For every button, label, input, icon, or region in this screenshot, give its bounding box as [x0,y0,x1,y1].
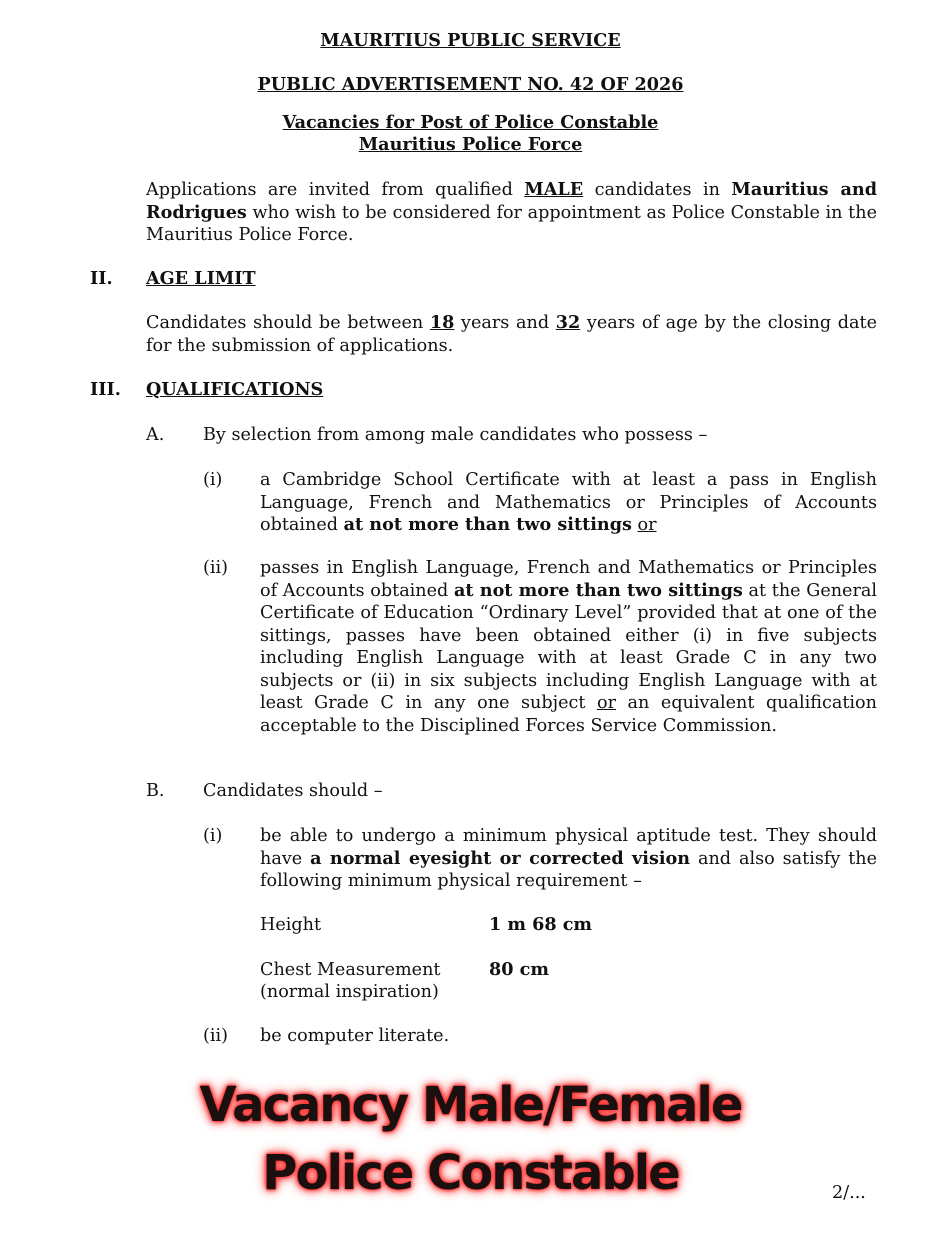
intro-text-1: Applications are invited from qualified [146,180,525,200]
vacancy-title: Vacancies for Post of Police Constable [282,112,659,133]
height-label: Height [260,915,322,935]
watermark-line-1: Vacancy Male/Female [199,1077,742,1133]
chest-label-note: (normal inspiration) [260,982,439,1002]
a-ii-bold: at not more than two sittings [454,579,743,601]
item-b-ii-label: (ii) [203,1026,228,1046]
age-text-1: Candidates should be between [146,313,430,333]
item-b-ii-text: be computer literate. [260,1026,450,1046]
intro-paragraph [146,179,877,247]
service-title: MAURITIUS PUBLIC SERVICE [320,30,621,51]
intro-text-3: who wish to be considered for appointment as Police Constable in the Mauritius Police Force. [146,202,877,245]
age-limit-paragraph [146,312,877,357]
a-ii-text-2: at the General Certificate of Education “Ordinary Level” provided that at one of the sittings, passes have been obtained either (i) in five subjects including English Language with at least Grade C in any two subjects or (ii) in six subjects including English Language with at least Grade C in any one subject [260,580,877,713]
a-ii-text-3: an equivalent qualification acceptable to the Disciplined Forces Service Commission. [260,693,877,736]
age-limit-heading: AGE LIMIT [146,268,256,289]
height-value: 1 m 68 cm [489,914,593,935]
item-b-i-text [260,825,877,893]
age-limit-number: II. [90,268,113,289]
b-i-text-2: and also satisfy the following minimum physical requirement – [260,848,878,891]
watermark-line-2: Police Constable [262,1145,679,1201]
section-a-label: A. [146,425,165,445]
b-i-bold: a normal eyesight or corrected vision [310,847,691,869]
item-a-ii-text [260,557,877,737]
age-text-3: years of age by the closing date for the submission of applications. [146,313,877,356]
min-age: 18 [429,312,455,333]
intro-places: Mauritius and Rodrigues [146,179,878,223]
page-continuation: 2/... [832,1183,866,1203]
a-ii-text-1: passes in English Language, French and Mathematics or Principles of Accounts obtained [260,558,877,601]
b-i-text-1: be able to undergo a minimum physical aptitude test. They should have [260,826,877,869]
intro-male: MALE [524,179,584,200]
chest-value: 80 cm [489,959,549,980]
section-a-text: By selection from among male candidates who possess – [203,425,708,445]
a-i-text-1: a Cambridge School Certificate with at least a pass in English Language, French and Mathematics or Principles of Accounts obtained [260,470,877,535]
item-a-i-text [260,469,877,537]
age-text-2: years and [454,313,556,333]
a-ii-or: or [596,693,616,713]
item-a-i-label: (i) [203,470,223,490]
advertisement-title: PUBLIC ADVERTISEMENT NO. 42 OF 2026 [257,74,684,95]
a-i-or: or [637,515,657,535]
item-a-ii-label: (ii) [203,558,228,578]
item-b-i-label: (i) [203,826,223,846]
intro-text-2: candidates in [583,180,732,200]
max-age: 32 [555,312,581,333]
qualifications-heading: QUALIFICATIONS [146,379,324,400]
vacancy-subtitle: Mauritius Police Force [358,134,583,155]
qualifications-number: III. [90,379,121,400]
chest-label: Chest Measurement [260,960,441,980]
section-b-label: B. [146,781,165,801]
section-b-text: Candidates should – [203,781,383,801]
a-i-bold: at not more than two sittings [343,514,632,535]
